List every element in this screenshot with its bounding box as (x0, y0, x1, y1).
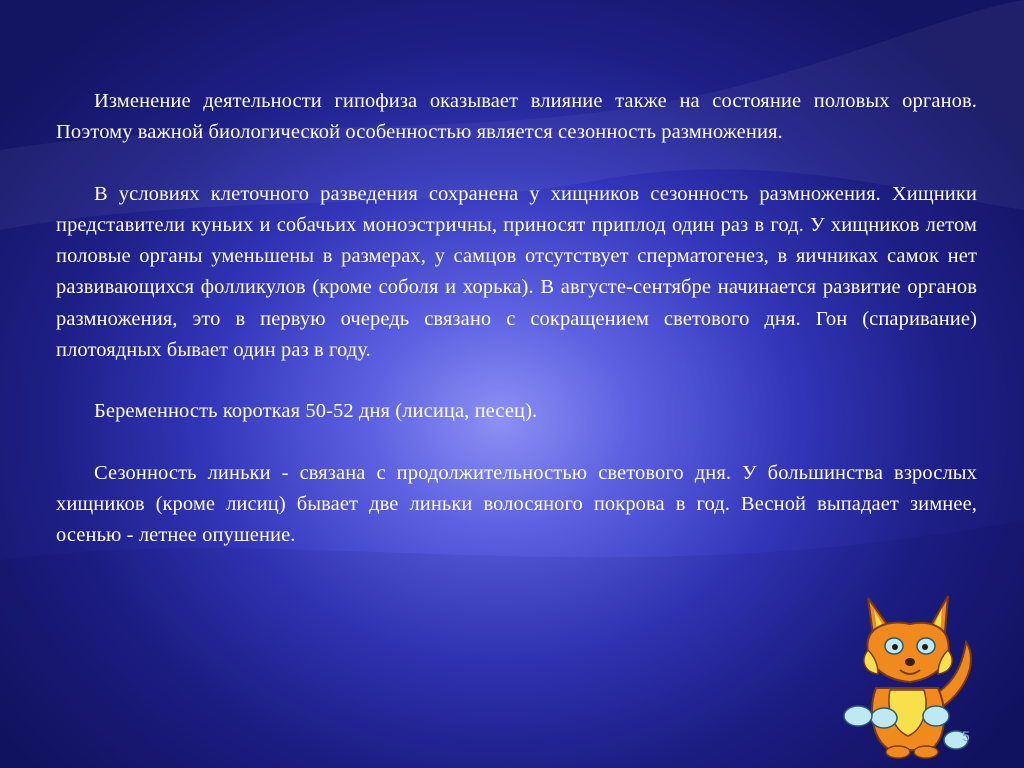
fox-cartoon-icon (838, 590, 978, 760)
slide-body (56, 86, 977, 552)
paragraph-pregnancy: Беременность короткая 50-52 дня (лисица, песец). (94, 400, 538, 423)
paragraph-molting: Сезонность линьки - связана с продолжительностью светового дня. У большинства взрослых хищников (кроме лисиц) бывает две линьки волосяного покрова в год. Весной выпадает зимнее, осенью - летнее опушение. (56, 461, 977, 547)
paragraph-cage-breeding: В условиях клеточного разведения сохранена у хищников сезонность размножения. Хищники представители куньих и собачьих моноэстричны, приносят приплод один раз в год. У хищников летом половые органы уменьшены в размерах, у самцов отсутствует сперматогенез, в яичниках самок нет развивающихся фолликулов (кроме соболя и хорька). В августе-сентябре начинается развитие органов размножения, это в первую очередь связано с сокращением светового дня. Гон (спаривание) плотоядных бывает один раз в году. (56, 182, 977, 362)
slide-number: 5 (962, 728, 970, 744)
paragraph-pituitary: Изменение деятельности гипофиза оказывает влияние также на состояние половых органов. Поэтому важной биологической особенностью является сезонность размножения. (56, 90, 977, 144)
